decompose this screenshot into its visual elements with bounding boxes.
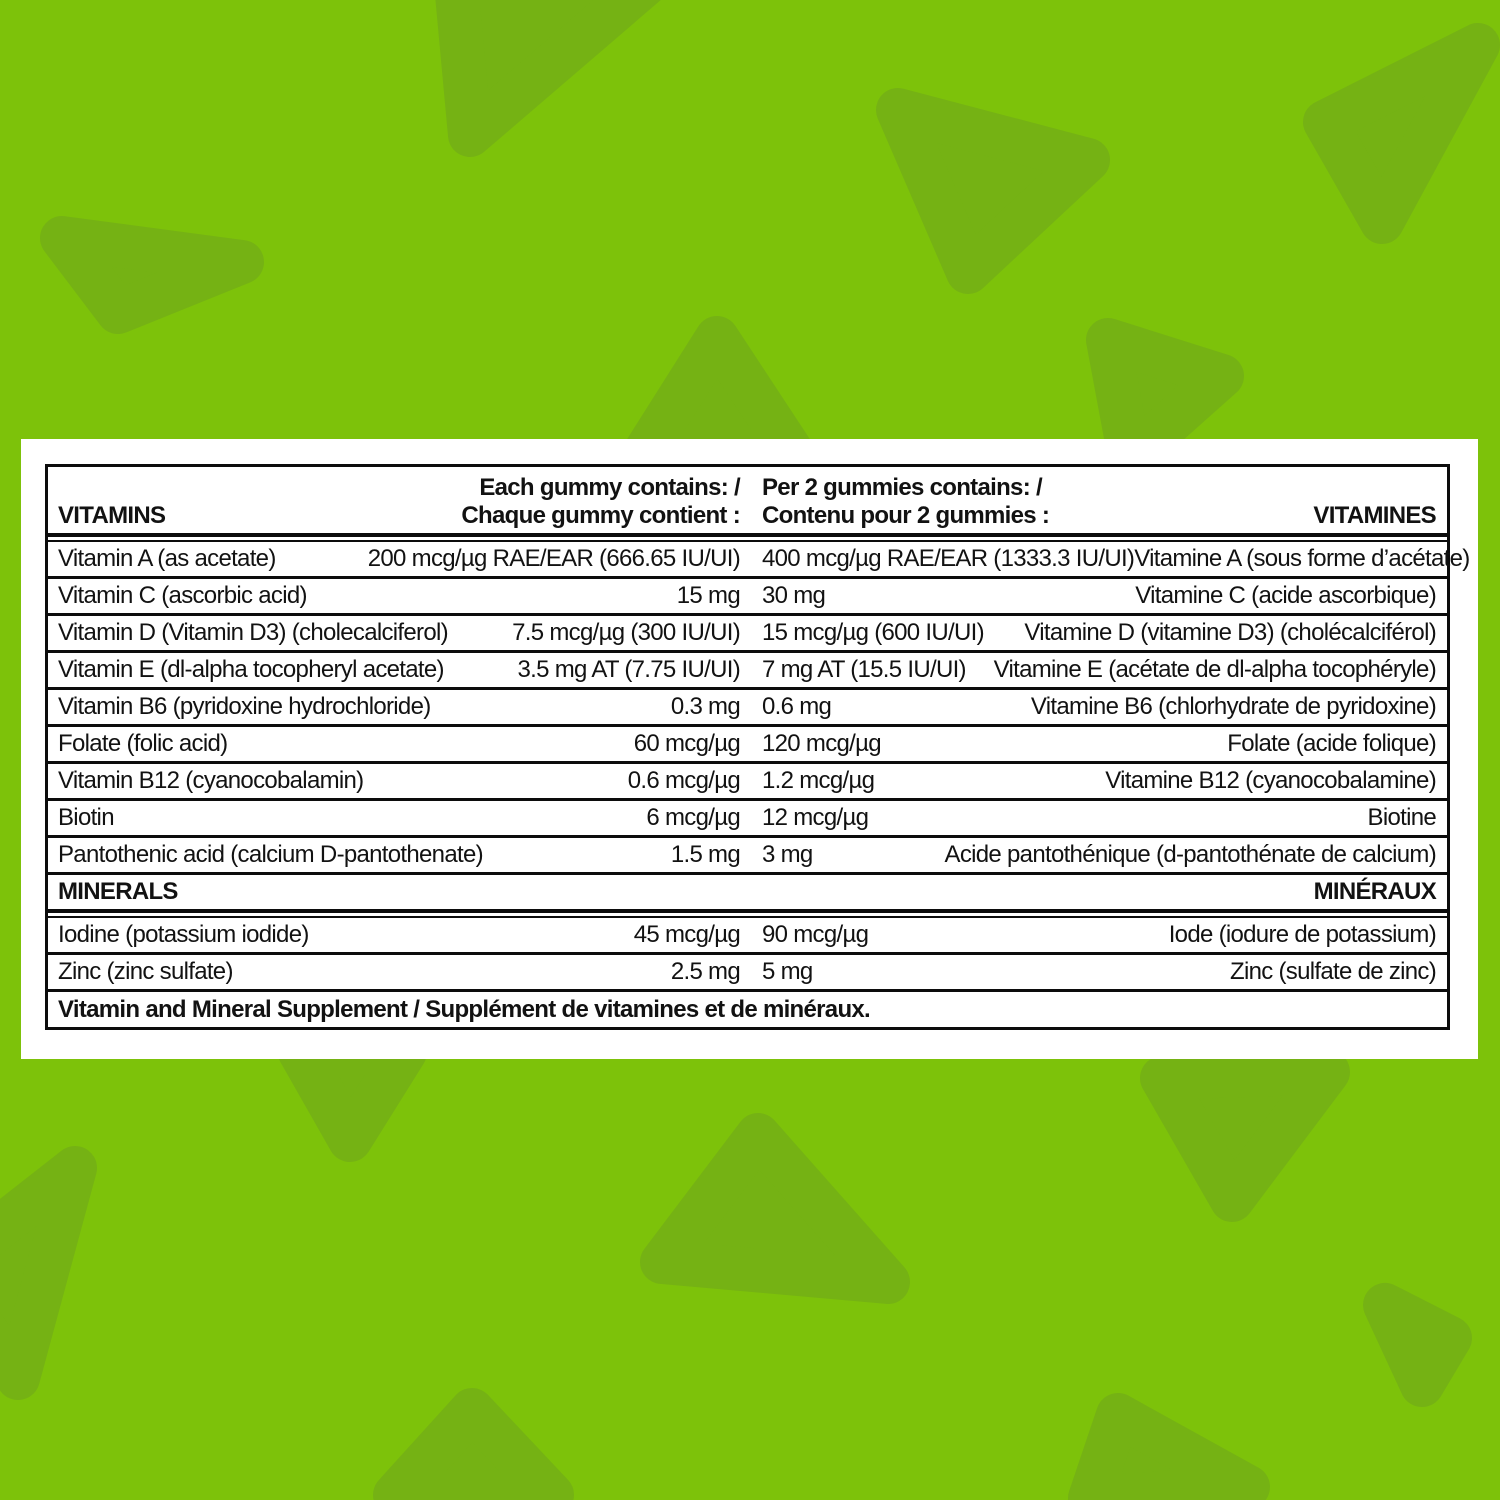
amount-each: 45 mcg/µg [633, 921, 740, 948]
amount-per2: 3 mg [762, 841, 813, 868]
amount-each: 7.5 mcg/µg (300 IU/UI) [512, 619, 740, 646]
nutrient-name-en: Folate (folic acid) [58, 730, 228, 757]
amount-per2: 1.2 mcg/µg [762, 767, 875, 794]
table-row-vitamin-d [48, 616, 1447, 653]
nutrient-name-en: Vitamin B6 (pyridoxine hydrochloride) [58, 693, 431, 720]
nutrient-name-fr: Folate (acide folique) [1227, 730, 1436, 757]
nutrient-name-en: Biotin [58, 804, 114, 831]
amount-per2: 30 mg [762, 582, 826, 609]
per2-header-line1: Per 2 gummies contains: / [762, 474, 1042, 501]
amount-per2: 5 mg [762, 958, 813, 985]
header-right-cell [740, 474, 1447, 530]
table-row-vitamin-a [48, 542, 1470, 579]
nutrient-name-en: Vitamin E (dl-alpha tocopheryl acetate) [58, 656, 444, 683]
table-row-iodine [48, 918, 1447, 955]
nutrient-name-fr: Vitamine A (sous forme d’acétate) [1134, 545, 1470, 572]
nutrient-name-fr: Vitamine B12 (cyanocobalamine) [1105, 767, 1436, 794]
table-row-folate [48, 727, 1447, 764]
table-row-pantothenic-acid [48, 838, 1447, 875]
table-row-vitamin-b6 [48, 690, 1447, 727]
nutrient-name-en: Vitamin C (ascorbic acid) [58, 582, 307, 609]
amount-each: 2.5 mg [670, 958, 740, 985]
per2-gummies-column-header [762, 474, 1049, 530]
nutrient-name-fr: Zinc (sulfate de zinc) [1229, 958, 1436, 985]
nutrient-name-en: Pantothenic acid (calcium D-pantothenate) [58, 841, 483, 868]
amount-per2: 15 mcg/µg (600 IU/UI) [762, 619, 984, 646]
each-gummy-header-line2: Chaque gummy contient : [461, 502, 740, 529]
amount-each: 0.3 mg [670, 693, 740, 720]
each-gummy-header-line1: Each gummy contains: / [479, 474, 740, 501]
nutrient-name-fr: Vitamine D (vitamine D3) (cholécalciférol) [1024, 619, 1436, 646]
nutrient-name-fr: Vitamine E (acétate de dl-alpha tocophéryle) [993, 656, 1436, 683]
table-row-vitamin-c [48, 579, 1447, 616]
supplement-statement: Vitamin and Mineral Supplement / Supplément de vitamines et de minéraux. [58, 996, 871, 1023]
amount-per2: 90 mcg/µg [762, 921, 869, 948]
table-header-row [48, 467, 1447, 533]
table-row-vitamin-e [48, 653, 1447, 690]
supplement-facts-table [45, 464, 1470, 1030]
minerals-divider-rule [48, 909, 1447, 918]
minerals-section-title-en: MINERALS [58, 878, 178, 905]
amount-each: 60 mcg/µg [633, 730, 740, 757]
table-row-zinc [48, 955, 1447, 992]
nutrient-name-en: Iodine (potassium iodide) [58, 921, 309, 948]
white-label-panel [21, 439, 1478, 1059]
per2-header-line2: Contenu pour 2 gummies : [762, 502, 1050, 529]
amount-each: 3.5 mg AT (7.75 IU/UI) [517, 656, 740, 683]
vitamins-section-title-fr: VITAMINES [1313, 502, 1436, 529]
minerals-section-header [48, 875, 1447, 909]
nutrient-name-en: Zinc (zinc sulfate) [58, 958, 233, 985]
each-gummy-column-header [461, 474, 740, 530]
amount-per2: 400 mcg/µg RAE/EAR (1333.3 IU/UI) [762, 545, 1135, 572]
header-left-cell [48, 474, 740, 530]
nutrient-name-fr: Biotine [1367, 804, 1436, 831]
nutrient-name-fr: Iode (iodure de potassium) [1168, 921, 1436, 948]
amount-per2: 12 mcg/µg [762, 804, 869, 831]
header-divider-rule [48, 533, 1447, 542]
amount-each: 6 mcg/µg [646, 804, 740, 831]
nutrient-name-fr: Vitamine C (acide ascorbique) [1135, 582, 1436, 609]
amount-each: 15 mg [676, 582, 740, 609]
nutrient-name-en: Vitamin A (as acetate) [58, 545, 276, 572]
amount-each: 1.5 mg [670, 841, 740, 868]
nutrient-name-fr: Acide pantothénique (d-pantothénate de calcium) [944, 841, 1436, 868]
amount-each: 200 mcg/µg RAE/EAR (666.65 IU/UI) [367, 545, 740, 572]
nutrient-name-en: Vitamin D (Vitamin D3) (cholecalciferol) [58, 619, 448, 646]
nutrient-name-en: Vitamin B12 (cyanocobalamin) [58, 767, 364, 794]
amount-per2: 7 mg AT (15.5 IU/UI) [762, 656, 966, 683]
minerals-section-title-fr: MINÉRAUX [1313, 878, 1436, 905]
table-row-biotin [48, 801, 1447, 838]
amount-per2: 0.6 mg [762, 693, 832, 720]
amount-per2: 120 mcg/µg [762, 730, 881, 757]
nutrient-name-fr: Vitamine B6 (chlorhydrate de pyridoxine) [1030, 693, 1436, 720]
vitamins-section-title-en: VITAMINS [58, 502, 166, 529]
amount-each: 0.6 mcg/µg [627, 767, 740, 794]
table-row-vitamin-b12 [48, 764, 1447, 801]
supplement-statement-row [48, 992, 1447, 1028]
